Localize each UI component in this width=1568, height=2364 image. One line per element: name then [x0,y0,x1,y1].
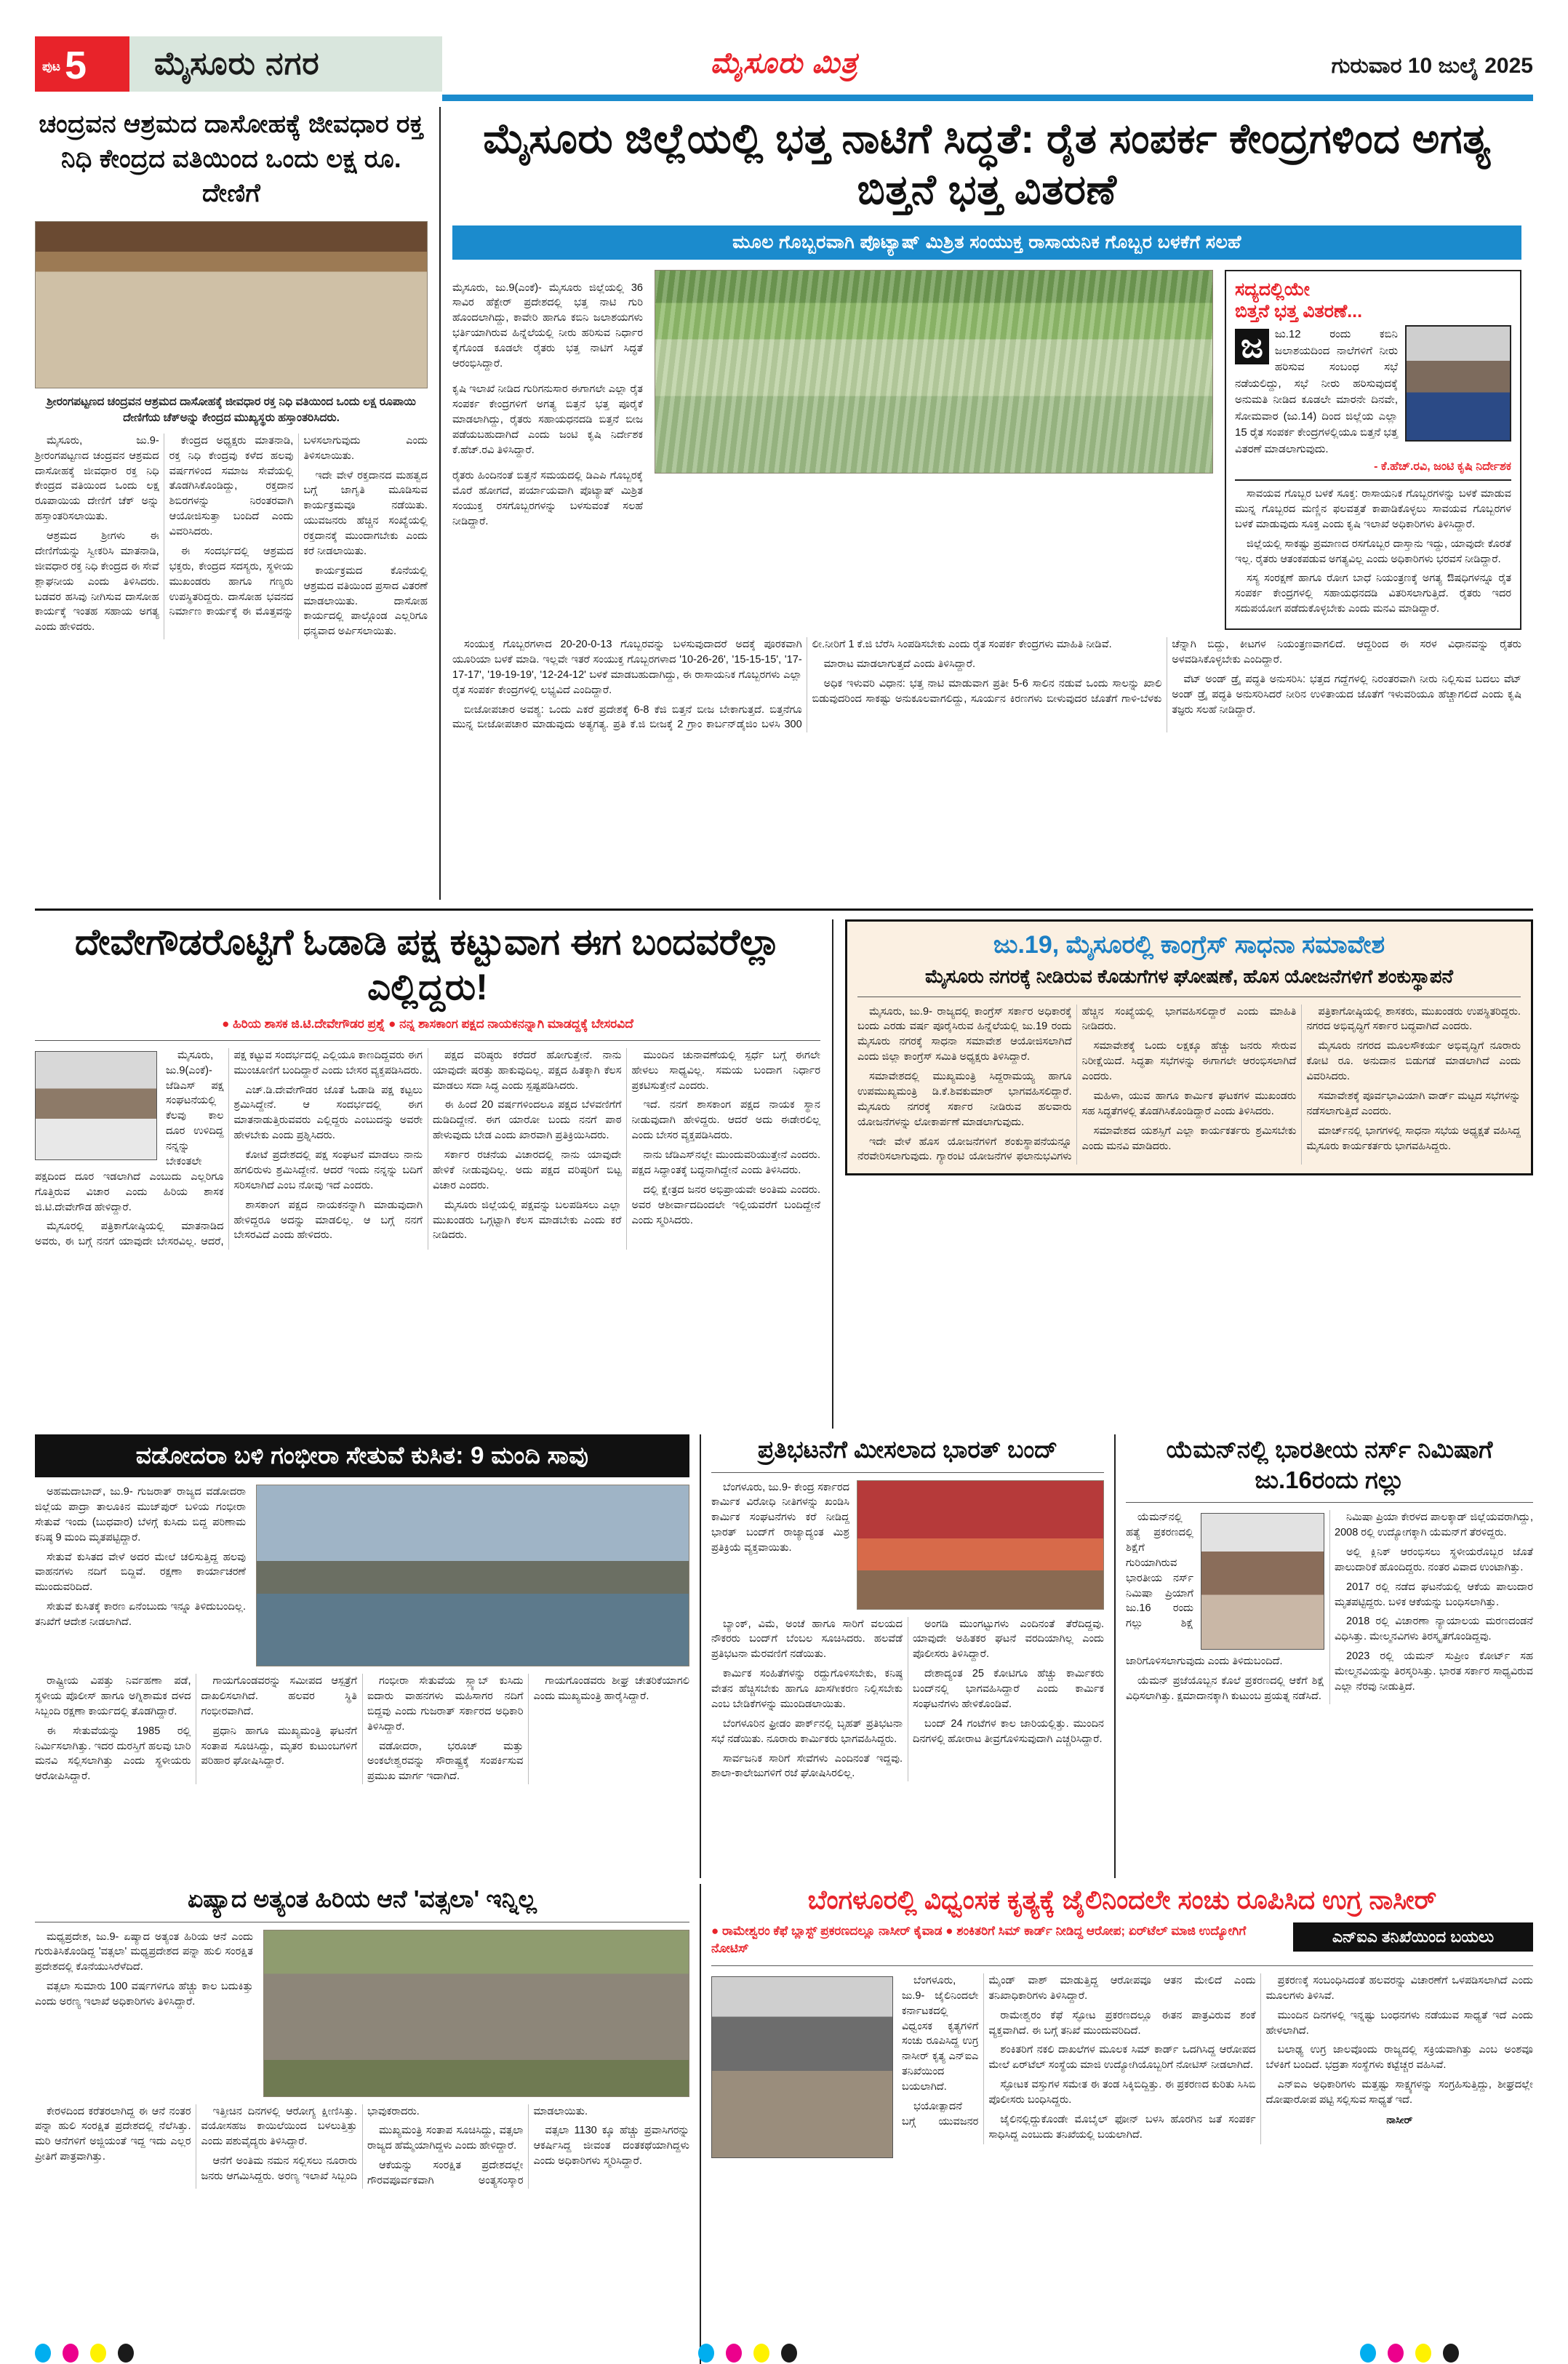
paragraph: ಮೈಸೂರು, ಜು.9(ಎಂಕೆ)- ಮೈಸೂರು ಜಿಲ್ಲೆಯಲ್ಲಿ 36 ಸಾವಿರ ಹೆಕ್ಟೇರ್ ಪ್ರದೇಶದಲ್ಲಿ ಭತ್ತ ನಾಟಿ ಗುರಿ ಹೊಂದಲಾಗಿದ್ದು, ಕಾವೇರಿ ಹಾಗೂ ಕಬಿನಿ ಜಲಾಶಯಗಳು ಭರ್ತಿಯಾಗಿರುವ ಹಿನ್ನೆಲೆಯಲ್ಲಿ ನೀರು ಹರಿಸುವ ನಿರ್ಧಾರ ಕೈಗೊಂಡ ಕೂಡಲೇ ರೈತರು ಭತ್ತ ನಾಟಿಗೆ ಸಿದ್ಧತೆ ಆರಂಭಿಸಿದ್ದಾರೆ. [452,281,643,370]
donation-cheque-photo [35,221,428,388]
donation-headline: ಚಂದ್ರವನ ಆಶ್ರಮದ ದಾಸೋಹಕ್ಕೆ ಜೀವಧಾರ ರಕ್ತ ನಿಧಿ ಕೇಂದ್ರದ ವತಿಯಿಂದ ಒಂದು ಲಕ್ಷ ರೂ. ದೇಣಿಗೆ [39,110,424,208]
devegowda-headline: ದೇವೇಗೌಡರೊಟ್ಟಿಗೆ ಓಡಾಡಿ ಪಕ್ಷ ಕಟ್ಟುವಾಗ ಈಗ ಬಂದವರೆಲ್ಲಾ ಎಲ್ಲಿದ್ದರು! [74,922,781,1007]
devegowda-body [35,1048,820,1250]
paragraph: ವಡೋದರಾ, ಭರೂಚ್ ಮತ್ತು ಅಂಕಲೇಶ್ವರವನ್ನು ಸೌರಾಷ್ಟ್ರಕ್ಕೆ ಸಂಪರ್ಕಿಸುವ ಪ್ರಮುಖ ಮಾರ್ಗ ಇದಾಗಿದೆ. [367,1740,524,1783]
paragraph: ಪಕ್ಷದ ವರಿಷ್ಠರು ಕರೆದರೆ ಹೋಗುತ್ತೇನೆ. ನಾನು ಯಾವುದೇ ಷರತ್ತು ಹಾಕುವುದಿಲ್ಲ. ಪಕ್ಷದ ಹಿತಕ್ಕಾಗಿ ಕೆಲಸ ಮಾಡಲು ಸದಾ ಸಿದ್ಧ ಎಂದು ಸ್ಪಷ್ಟಪಡಿಸಿದರು. [433,1049,622,1092]
paragraph: ಇದೆ. ನನಗೆ ಶಾಸಕಾಂಗ ಪಕ್ಷದ ನಾಯಕ ಸ್ಥಾನ ನೀಡುವುದಾಗಿ ಹೇಳಿದ್ದರು. ಆದರೆ ಅದು ಈಡೇರಲಿಲ್ಲ ಎಂದು ಬೇಸರ ವ್ಯಕ್ತಪಡಿಸಿದರು. [631,1099,820,1142]
donation-body [35,434,428,639]
paragraph: ರಾಮೇಶ್ವರಂ ಕೆಫೆ ಸ್ಫೋಟ ಪ್ರಕರಣದಲ್ಲೂ ಈತನ ಪಾತ್ರವಿರುವ ಶಂಕೆ ವ್ಯಕ್ತವಾಗಿದೆ. ಈ ಬಗ್ಗೆ ತನಿಖೆ ಮುಂದುವರಿದಿದೆ. [988,2009,1256,2037]
paragraph: ದೇಶಾದ್ಯಂತ 25 ಕೋಟಿಗೂ ಹೆಚ್ಚು ಕಾರ್ಮಿಕರು ಬಂದ್‌ನಲ್ಲಿ ಭಾಗವಹಿಸಿದ್ದಾರೆ ಎಂದು ಕಾರ್ಮಿಕ ಸಂಘಟನೆಗಳು ಹೇಳಿಕೊಂಡಿವೆ. [913,1668,1104,1710]
paddy-headline: ಮೈಸೂರು ಜಿಲ್ಲೆಯಲ್ಲಿ ಭತ್ತ ನಾಟಿಗೆ ಸಿದ್ಧತೆ: ರೈತ ಸಂಪರ್ಕ ಕೇಂದ್ರಗಳಿಂದ ಅಗತ್ಯ ಬಿತ್ತನೆ ಭತ್ತ ವಿತರಣೆ [483,116,1491,213]
paragraph: ಮೈಸೂರು ನಗರದ ಮೂಲಸೌಕರ್ಯ ಅಭಿವೃದ್ಧಿಗೆ ನೂರಾರು ಕೋಟಿ ರೂ. ಅನುದಾನ ಬಿಡುಗಡೆ ಮಾಡಲಾಗಿದೆ ಎಂದು ವಿವರಿಸಿದರು. [1306,1040,1521,1083]
page-number-value: 5 [64,44,87,87]
gt-devegowda-mugshot [35,1051,157,1160]
paragraph: ಯೆಮನ್ ಪ್ರಜೆಯೊಬ್ಬನ ಕೊಲೆ ಪ್ರಕರಣದಲ್ಲಿ ಆಕೆಗೆ ಶಿಕ್ಷೆ ವಿಧಿಸಲಾಗಿತ್ತು. ಕ್ಷಮಾದಾನಕ್ಕಾಗಿ ಕುಟುಂಬ ಪ್ರಯತ್ನ ನಡೆಸಿದೆ. [1126,1675,1324,1702]
paragraph-with-subhead: ವೆಟ್ ಅಂಡ್ ಡ್ರೈ ಪದ್ಧತಿ ಅನುಸರಿಸಿ: ಭತ್ತದ ಗದ್ದೆಗಳಲ್ಲಿ ನಿರಂತರವಾಗಿ ನೀರು ನಿಲ್ಲಿಸುವ ಬದಲು ವೆಟ್ ಅಂಡ್ ಡ್ರೈ ಪದ್ಧತಿ ಅನುಸರಿಸಿದರೆ ನೀರಿನ ಉಳಿತಾಯದ ಜೊತೆಗೆ ಇಳುವರಿಯೂ ಹೆಚ್ಚಾಗಲಿದೆ ಎಂದು ಕೃಷಿ ತಜ್ಞರು ಸಲಹೆ ನೀಡಿದ್ದಾರೆ. [1172,673,1521,716]
paragraph: ಬೆಂಗಳೂರು, ಜು.9- ಜೈಲಿನಿಂದಲೇ ಕರ್ನಾಟಕದಲ್ಲಿ ವಿಧ್ವಂಸಕ ಕೃತ್ಯಗಳಿಗೆ ಸಂಚು ರೂಪಿಸಿದ್ದ ಉಗ್ರ ನಾಸೀರ್ ಕೃತ್ಯ ಎನ್‌ಐಎ ತನಿಖೆಯಿಂದ ಬಯಲಾಗಿದೆ. [902,1974,979,2093]
paragraph: ಕಾರ್ಯಕ್ರಮದ ಕೊನೆಯಲ್ಲಿ ಆಶ್ರಮದ ವತಿಯಿಂದ ಪ್ರಸಾದ ವಿತರಣೆ ಮಾಡಲಾಯಿತು. ದಾಸೋಹ ಕಾರ್ಯದಲ್ಲಿ ಪಾಲ್ಗೊಂಡ ಎಲ್ಲರಿಗೂ ಧನ್ಯವಾದ ಅರ್ಪಿಸಲಾಯಿತು. [303,564,428,638]
bandh-col1 [711,1480,849,1610]
sidebar-credit: - ಕೆ.ಹೆಚ್.ರವಿ, ಜಂಟಿ ಕೃಷಿ ನಿರ್ದೇಶಕ [1374,460,1511,474]
paragraph: ದಲ್ಲಿ ಕ್ಷೇತ್ರದ ಜನರ ಅಭಿಪ್ರಾಯವೇ ಅಂತಿಮ ಎಂದರು. ಅವರ ಆಶೀರ್ವಾದದಿಂದಲೇ ಇಲ್ಲಿಯವರೆಗೆ ಬಂದಿದ್ದೇನೆ ಎಂದು ಸ್ಮರಿಸಿದರು. [631,1183,820,1226]
paragraph: ಅಲ್ಲಿ ಕ್ಲಿನಿಕ್ ಆರಂಭಿಸಲು ಸ್ಥಳೀಯರೊಬ್ಬರ ಜೊತೆ ಪಾಲುದಾರಿಕೆ ಹೊಂದಿದ್ದರು. ನಂತರ ವಿವಾದ ಉಂಟಾಗಿತ್ತು. [1335,1546,1533,1573]
page-word-label: ಪುಟ [42,59,60,73]
vatsala-elephant-photo [263,1930,689,2097]
paragraph: ರೈತರು ಹಿಂದಿನಂತೆ ಬಿತ್ತನೆ ಸಮಯದಲ್ಲಿ ಡಿಎಪಿ ಗೊಬ್ಬರಕ್ಕೆ ಮೊರೆ ಹೋಗದೆ, ಪರ್ಯಾಯವಾಗಿ ಪೊಟ್ಯಾಷ್ ಮಿಶ್ರಿತ ಸಂಯುಕ್ತ ರಸಗೊಬ್ಬರಗಳನ್ನು ಬಳಸುವಂತೆ ಸಲಹೆ ನೀಡಿದ್ದಾರೆ. [452,470,643,527]
yemen-headline: ಯೆಮನ್‌ನಲ್ಲಿ ಭಾರತೀಯ ನರ್ಸ್ ನಿಮಿಷಾಗೆ ಜು.16ರಂದು ಗಲ್ಲು [1166,1436,1493,1493]
sidebar-headline-line2: ಬಿತ್ತನೆ ಭತ್ತ ವಿತರಣೆ... [1235,301,1363,322]
paragraph: ಗಂಭೀರಾ ಸೇತುವೆಯ ಸ್ಲ್ಯಾಬ್ ಕುಸಿದು ಐದಾರು ವಾಹನಗಳು ಮಹಿಸಾಗರ ನದಿಗೆ ಬಿದ್ದವು ಎಂದು ಗುಜರಾತ್ ಸರ್ಕಾರದ ಅಧಿಕಾರಿ ತಿಳಿಸಿದ್ದಾರೆ. [367,1675,524,1733]
vadodara-photo-wrap [256,1485,689,1666]
paragraph: ವತ್ಸಲಾ 1130 ಕ್ಕೂ ಹೆಚ್ಚು ಪ್ರವಾಸಿಗರನ್ನು ಆಕರ್ಷಿಸಿದ್ದ ಜೀವಂತ ದಂತಕಥೆಯಾಗಿದ್ದಳು ಎಂದು ಅಧಿಕಾರಿಗಳು ಸ್ಮರಿಸಿದ್ದಾರೆ. [533,2125,689,2168]
yemen-rule [1126,1502,1533,1503]
paragraph: ಕೇರಳದಿಂದ ಕರೆತರಲಾಗಿದ್ದ ಈ ಆನೆ ನಂತರ ಪನ್ನಾ ಹುಲಿ ಸಂರಕ್ಷಿತ ಪ್ರದೇಶದಲ್ಲಿ ನೆಲೆಸಿತ್ತು. ಮರಿ ಆನೆಗಳಿಗೆ ಅಜ್ಜಿಯಂತೆ ಇದ್ದ ಇದು ಎಲ್ಲರ ಪ್ರೀತಿಗೆ ಪಾತ್ರವಾಗಿತ್ತು. [35,2105,191,2163]
reg-dot-2 [753,2344,769,2363]
nasir-suspect-photo [711,1976,893,2158]
reg-dot-0 [35,2344,51,2363]
paragraph: ಬೆಂಗಳೂರಿನ ಫ್ರೀಡಂ ಪಾರ್ಕ್‌ನಲ್ಲಿ ಬೃಹತ್ ಪ್ರತಿಭಟನಾ ಸಭೆ ನಡೆಯಿತು. ನೂರಾರು ಕಾರ್ಮಿಕರು ಭಾಗವಹಿಸಿದ್ದರು. [711,1717,903,1745]
paddy-sidebar-box [1225,270,1521,630]
paddy-photo-wrap [655,270,1213,630]
paragraph: ಮೈಸೂರು ಜಿಲ್ಲೆಯಲ್ಲಿ ಪಕ್ಷವನ್ನು ಬಲಪಡಿಸಲು ಎಲ್ಲಾ ಮುಖಂಡರು ಒಗ್ಗಟ್ಟಾಗಿ ಕೆಲಸ ಮಾಡಬೇಕು ಎಂದು ಕರೆ ನೀಡಿದರು. [433,1199,622,1242]
sidebar-divider [1235,479,1511,481]
elephant-col1 [35,1930,253,2097]
paragraph: ಮೈಸೂರು, ಜು.9- ರಾಜ್ಯದಲ್ಲಿ ಕಾಂಗ್ರೆಸ್ ಸರ್ಕಾರ ಅಧಿಕಾರಕ್ಕೆ ಬಂದು ಎರಡು ವರ್ಷ ಪೂರೈಸಿರುವ ಹಿನ್ನೆಲೆಯಲ್ಲಿ ಜು.19 ರಂದು ಮೈಸೂರು ನಗರಕ್ಕೆ ಸಾಧನಾ ಸಮಾವೇಶ ಆಯೋಜಿಸಲಾಗಿದೆ ಎಂದು ಜಿಲ್ಲಾ ಕಾಂಗ್ರೆಸ್ ಸಮಿತಿ ಅಧ್ಯಕ್ಷರು ತಿಳಿಸಿದ್ದಾರೆ. [857,1005,1072,1063]
paddy-kicker: ಮೂಲ ಗೊಬ್ಬರವಾಗಿ ಪೊಟ್ಯಾಷ್ ಮಿಶ್ರಿತ ಸಂಯುಕ್ತ ರಾಸಾಯನಿಕ ಗೊಬ್ಬರ ಬಳಕೆಗೆ ಸಲಹೆ [452,225,1521,260]
paddy-lower-body [452,637,1521,732]
paddy-top-row [452,270,1521,630]
sidebar-after-body [1235,487,1511,617]
paragraph: ಈ ಸೇತುವೆಯನ್ನು 1985 ರಲ್ಲಿ ನಿರ್ಮಿಸಲಾಗಿತ್ತು. ಇದರ ದುರಸ್ತಿಗೆ ಹಲವು ಬಾರಿ ಮನವಿ ಸಲ್ಲಿಸಲಾಗಿತ್ತು ಎಂದು ಸ್ಥಳೀಯರು ಆರೋಪಿಸಿದ್ದಾರೆ. [35,1725,191,1783]
paragraph: 2017 ರಲ್ಲಿ ನಡೆದ ಘಟನೆಯಲ್ಲಿ ಆಕೆಯ ಪಾಲುದಾರ ಮೃತಪಟ್ಟಿದ್ದರು. ಬಳಿಕ ಆಕೆಯನ್ನು ಬಂಧಿಸಲಾಗಿತ್ತು. [1335,1581,1533,1608]
paragraph: ಪತ್ರಿಕಾಗೋಷ್ಠಿಯಲ್ಲಿ ಶಾಸಕರು, ಮುಖಂಡರು ಉಪಸ್ಥಿತರಿದ್ದರು. ನಗರದ ಅಭಿವೃದ್ಧಿಗೆ ಸರ್ಕಾರ ಬದ್ಧವಾಗಿದೆ ಎಂದರು. [1306,1005,1521,1033]
paragraph: ಮಾರ್ಚ್‌ನಲ್ಲಿ ಭಾಗಗಳಲ್ಲಿ ಸಾಧನಾ ಸಭೆಯ ಅಧ್ಯಕ್ಷತೆ ವಹಿಸಿದ್ದ ಮೈಸೂರು ಕಾರ್ಯಕರ್ತರು ಭಾಗವಹಿಸಿದ್ದರು. [1306,1125,1521,1152]
reg-dot-3 [118,2344,134,2363]
paragraph: ಜೈಲಿನಲ್ಲಿದ್ದುಕೊಂಡೇ ಮೊಬೈಲ್ ಫೋನ್ ಬಳಸಿ ಹೊರಗಿನ ಜತೆ ಸಂಪರ್ಕ ಸಾಧಿಸಿದ್ದ ಎಂಬುದು ತನಿಖೆಯಲ್ಲಿ ಬಯಲಾಗಿದೆ. [988,2113,1256,2141]
reg-dot-3 [781,2344,797,2363]
band1-divider [35,909,1533,911]
paragraph: ಸ್ಫೋಟಕ ವಸ್ತುಗಳ ಸಮೇತ ಈ ತಂಡ ಸಿಕ್ಕಿಬಿದ್ದಿತ್ತು. ಈ ಪ್ರಕರಣದ ಕುರಿತು ಸಿಸಿಬಿ ಪೊಲೀಸರು ಬಂಧಿಸಿದ್ದರು. [988,2079,1256,2107]
page-flag [35,36,442,92]
devegowda-bullets: ● ಹಿರಿಯ ಶಾಸಕ ಜಿ.ಟಿ.ದೇವೇಗೌಡರ ಪ್ರಶ್ನೆ ● ನನ್ನ ಶಾಸಕಾಂಗ ಪಕ್ಷದ ನಾಯಕನನ್ನಾಗಿ ಮಾಡದ್ದಕ್ಕೆ ಬೇಸರವಿದೆ [222,1017,633,1031]
vadodara-lower-body [35,1674,689,1784]
paragraph: ಭಯೋತ್ಪಾದನೆ ಬಗ್ಗೆ ಯುವಜನರ ಮೈಂಡ್ ವಾಶ್ ಮಾಡುತ್ತಿದ್ದ ಆರೋಪವೂ ಆತನ ಮೇಲಿದೆ ಎಂದು ತನಿಖಾಧಿಕಾರಿಗಳು ತಿಳಿಸಿದ್ದಾರೆ. [902,1974,1256,2128]
nasir-photo-caption: ನಾಸೀರ್ [1386,2113,1413,2125]
reg-dot-1 [726,2344,742,2363]
paragraph: ಬ್ಯಾಂಕ್, ವಿಮೆ, ಅಂಚೆ ಹಾಗೂ ಸಾರಿಗೆ ವಲಯದ ನೌಕರರು ಬಂದ್‌ಗೆ ಬೆಂಬಲ ಸೂಚಿಸಿದರು. ಹಲವೆಡೆ ಪ್ರತಿಭಟನಾ ಮೆರವಣಿಗೆ ನಡೆಯಿತು. [711,1618,903,1661]
elephant-body [35,2104,689,2189]
paragraph: ಸೇತುವೆ ಕುಸಿತದ ವೇಳೆ ಅದರ ಮೇಲೆ ಚಲಿಸುತ್ತಿದ್ದ ಹಲವು ವಾಹನಗಳು ನದಿಗೆ ಬಿದ್ದಿವೆ. ರಕ್ಷಣಾ ಕಾರ್ಯಾಚರಣೆ ಮುಂದುವರಿದಿದೆ. [35,1551,246,1594]
paragraph: ಯೆಮನ್‌ನಲ್ಲಿ ಹತ್ಯೆ ಪ್ರಕರಣದಲ್ಲಿ ಶಿಕ್ಷೆಗೆ ಗುರಿಯಾಗಿರುವ ಭಾರತೀಯ ನರ್ಸ್ ನಿಮಿಷಾ ಪ್ರಿಯಾಗೆ ಜು.16 ರಂದು ಗಲ್ಲು ಶಿಕ್ಷೆ ಜಾರಿಗೊಳಿಸಲಾಗುವುದು ಎಂದು ತಿಳಿದುಬಂದಿದೆ. [1126,1512,1283,1668]
congress-body [857,1005,1521,1165]
publication-logo: ಮೈಸೂರು ಮಿತ್ರ [710,47,858,79]
bandh-body [711,1617,1104,1782]
fourth-band [35,1884,1533,2364]
section-title: ಮೈಸೂರು ನಗರ [154,46,320,81]
yemen-body [1126,1510,1533,1704]
paragraph-with-subhead: ಅಧಿಕ ಇಳುವರಿ ವಿಧಾನ: ಭತ್ತ ನಾಟಿ ಮಾಡುವಾಗ ಪ್ರತೀ 5-6 ಸಾಲಿನ ನಡುವೆ ಒಂದು ಸಾಲನ್ನು ಖಾಲಿ ಬಿಡುವುದರಿಂದ ಸಾಕಷ್ಟು ಅನುಕೂಲವಾಗಲಿದ್ದು, ಸೂರ್ಯನ ಕಿರಣಗಳು ಬೀಳುವುದರ ಜೊತೆಗೆ ಗಾಳಿ-ಬೆಳಕು ಚೆನ್ನಾಗಿ ಬಿದ್ದು, ಕೀಟಗಳ ನಿಯಂತ್ರಣವಾಗಲಿದೆ. ಆದ್ದರಿಂದ ಈ ಸರಳ ವಿಧಾನವನ್ನು ರೈತರು ಅಳವಡಿಸಿಕೊಳ್ಳಬೇಕು ಎಂದಿದ್ದಾರೆ. [812,639,1521,705]
paragraph: ಬೀಜೋಪಚಾರ ಅವಶ್ಯ: ಒಂದು ಎಕರೆ ಪ್ರದೇಶಕ್ಕೆ 6-8 ಕೆಜಿ ಬಿತ್ತನೆ ಬೀಜ ಬೇಕಾಗುತ್ತದೆ. ಬಿತ್ತನೆಗೂ ಮುನ್ನ ಬೀಜೋಪಚಾರ ಮಾಡುವುದು ಅತ್ಯಗತ್ಯ. ಪ್ರತಿ ಕೆ.ಜಿ ಬೀಜಕ್ಕೆ 2 ಗ್ರಾಂ ಕಾರ್ಬನ್‌ಡೈಜಿಂ ಬಳಸಿ 300 ಲೀ.ನೀರಿಗೆ 1 ಕೆ.ಜಿ ಬೆರೆಸಿ ಸಿಂಪಡಿಸಬೇಕು ಎಂದು ರೈತ ಸಂಪರ್ಕ ಕೇಂದ್ರಗಳು ಮಾಹಿತಿ ನೀಡಿವೆ. [452,639,1112,731]
paragraph: ಈ ಸಂದರ್ಭದಲ್ಲಿ ಆಶ್ರಮದ ಭಕ್ತರು, ಕೇಂದ್ರದ ಸದಸ್ಯರು, ಸ್ಥಳೀಯ ಮುಖಂಡರು ಹಾಗೂ ಗಣ್ಯರು ಉಪಸ್ಥಿತರಿದ್ದರು. ದಾಸೋಹ ಭವನದ ನಿರ್ಮಾಣ ಕಾರ್ಯಕ್ಕೆ ಈ ಮೊತ್ತವನ್ನು ಬಳಸಲಾಗುವುದು ಎಂದು ತಿಳಿಸಲಾಯಿತು. [169,434,428,618]
vadodara-content [35,1485,689,1666]
paragraph: ಕೃಷಿ ಇಲಾಖೆ ನೀಡಿದ ಗುರಿಗನುಸಾರ ಈಗಾಗಲೇ ಎಲ್ಲಾ ರೈತ ಸಂಪರ್ಕ ಕೇಂದ್ರಗಳಿಗೆ ಅಗತ್ಯ ಬಿತ್ತನೆ ಭತ್ತ ಪೂರೈಕೆ ಮಾಡಲಾಗಿದ್ದು, ರೈತರು ಸಹಾಯಧನದಡಿ ಬಿತ್ತನೆ ಬೀಜ ಪಡೆಯಬಹುದಾಗಿದೆ ಎಂದು ಜಂಟಿ ಕೃಷಿ ನಿರ್ದೇಶಕ ಕೆ.ಹೆಚ್.ರವಿ ತಿಳಿಸಿದ್ದಾರೆ. [452,383,643,456]
paragraph: ಪ್ರಧಾನಿ ಹಾಗೂ ಮುಖ್ಯಮಂತ್ರಿ ಘಟನೆಗೆ ಸಂತಾಪ ಸೂಚಿಸಿದ್ದು, ಮೃತರ ಕುಟುಂಬಗಳಿಗೆ ಪರಿಹಾರ ಘೋಷಿಸಿದ್ದಾರೆ. [201,1725,357,1768]
paragraph: ಮಹಿಳಾ, ಯುವ ಹಾಗೂ ಕಾರ್ಮಿಕ ಘಟಕಗಳ ಮುಖಂಡರು ಸಹ ಸಿದ್ಧತೆಗಳಲ್ಲಿ ತೊಡಗಿಸಿಕೊಂಡಿದ್ದಾರೆ ಎಂದು ತಿಳಿಸಿದರು. [1081,1090,1297,1117]
nimisha-priya-portrait [1201,1513,1324,1650]
paragraph: ಸಮಾವೇಶಕ್ಕೆ ಪೂರ್ವಭಾವಿಯಾಗಿ ವಾರ್ಡ್ ಮಟ್ಟದ ಸಭೆಗಳನ್ನು ನಡೆಸಲಾಗುತ್ತಿದೆ ಎಂದರು. [1306,1090,1521,1117]
congress-meet-article [833,919,1533,1429]
sidebar-headline-line1: ಸದ್ಯದಲ್ಲಿಯೇ [1235,279,1310,300]
masthead-rule [442,95,1533,101]
reg-group-left [35,2344,134,2363]
paragraph: ಗಾಯಗೊಂಡವರನ್ನು ಸಮೀಪದ ಆಸ್ಪತ್ರೆಗೆ ದಾಖಲಿಸಲಾಗಿದೆ. ಹಲವರ ಸ್ಥಿತಿ ಗಂಭೀರವಾಗಿದೆ. [201,1675,357,1717]
paragraph: ಕಾರ್ಮಿಕ ಸಂಹಿತೆಗಳನ್ನು ರದ್ದುಗೊಳಿಸಬೇಕು, ಕನಿಷ್ಠ ವೇತನ ಹೆಚ್ಚಿಸಬೇಕು ಹಾಗೂ ಖಾಸಗೀಕರಣ ನಿಲ್ಲಿಸಬೇಕು ಎಂಬ ಬೇಡಿಕೆಗಳನ್ನು ಮುಂದಿಡಲಾಯಿತು. [711,1668,903,1710]
paragraph: ವತ್ಸಲಾ ಸುಮಾರು 100 ವರ್ಷಗಳಿಗೂ ಹೆಚ್ಚು ಕಾಲ ಬದುಕಿತ್ತು ಎಂದು ಅರಣ್ಯ ಇಲಾಖೆ ಅಧಿಕಾರಿಗಳು ತಿಳಿಸಿದ್ದಾರೆ. [35,1981,253,2008]
paragraph: ಅಹಮದಾಬಾದ್, ಜು.9- ಗುಜರಾತ್ ರಾಜ್ಯದ ವಡೋದರಾ ಜಿಲ್ಲೆಯ ಪಾದ್ರಾ ತಾಲೂಕಿನ ಮುಜ್‌ಪುರ್ ಬಳಿಯ ಗಂಭೀರಾ ಸೇತುವೆ ಇಂದು (ಬುಧವಾರ) ಬೆಳಗ್ಗೆ ಕುಸಿದು ಬಿದ್ದ ಪರಿಣಾಮ ಕನಿಷ್ಠ 9 ಮಂದಿ ಮೃತಪಟ್ಟಿದ್ದಾರೆ. [35,1486,246,1544]
bandh-rule [711,1472,1104,1473]
reg-dot-1 [63,2344,79,2363]
vadodara-headline: ವಡೋದರಾ ಬಳಿ ಗಂಭೀರಾ ಸೇತುವೆ ಕುಸಿತ: 9 ಮಂದಿ ಸಾವು [35,1434,689,1477]
elephant-article [35,1884,701,2364]
paragraph: ಆನೆಗೆ ಅಂತಿಮ ನಮನ ಸಲ್ಲಿಸಲು ನೂರಾರು ಜನರು ಆಗಮಿಸಿದ್ದರು. ಅರಣ್ಯ ಇಲಾಖೆ ಸಿಬ್ಬಂದಿ ಭಾವುಕರಾದರು. [201,2105,420,2183]
paddy-transplanting-photo [655,270,1213,474]
paragraph: ರಾಷ್ಟ್ರೀಯ ವಿಪತ್ತು ನಿರ್ವಹಣಾ ಪಡೆ, ಸ್ಥಳೀಯ ಪೊಲೀಸ್ ಹಾಗೂ ಅಗ್ನಿಶಾಮಕ ದಳದ ಸಿಬ್ಬಂದಿ ರಕ್ಷಣಾ ಕಾರ್ಯದಲ್ಲಿ ತೊಡಗಿದ್ದಾರೆ. [35,1675,191,1717]
paragraph: ಮುಖ್ಯಮಂತ್ರಿ ಸಂತಾಪ ಸೂಚಿಸಿದ್ದು, ವತ್ಸಲಾ ರಾಜ್ಯದ ಹೆಮ್ಮೆಯಾಗಿದ್ದಳು ಎಂದು ಹೇಳಿದ್ದಾರೆ. [367,2125,524,2152]
paragraph: ಮೈಸೂರಲ್ಲಿ ಪತ್ರಿಕಾಗೋಷ್ಠಿಯಲ್ಲಿ ಮಾತನಾಡಿದ ಅವರು, ಈ ಬಗ್ಗೆ ನನಗೆ ಯಾವುದೇ ಬೇಸರವಿಲ್ಲ. ಆದರೆ, ಪಕ್ಷ ಕಟ್ಟುವ ಸಂದರ್ಭದಲ್ಲಿ ಎಲ್ಲಿಯೂ ಕಾಣದಿದ್ದವರು ಈಗ ಮುಂಚೂಣಿಗೆ ಬಂದಿದ್ದಾರೆ ಎಂದು ಬೇಸರ ವ್ಯಕ್ತಪಡಿಸಿದರು. [35,1049,423,1248]
kh-ravi-portrait [1405,325,1511,442]
donation-article [35,107,441,900]
paragraph: ಮುಂದಿನ ದಿನಗಳಲ್ಲಿ ಇನ್ನಷ್ಟು ಬಂಧನಗಳು ನಡೆಯುವ ಸಾಧ್ಯತೆ ಇದೆ ಎಂದು ಹೇಳಲಾಗಿದೆ. [1265,2009,1533,2037]
reg-dot-2 [1415,2344,1431,2363]
paragraph: ಆಕೆಯನ್ನು ಸಂರಕ್ಷಿತ ಪ್ರದೇಶದಲ್ಲೇ ಗೌರವಪೂರ್ವಕವಾಗಿ ಅಂತ್ಯಸಂಸ್ಕಾರ ಮಾಡಲಾಯಿತು. [367,2105,588,2187]
reg-dot-0 [698,2344,714,2363]
third-band [35,1434,1533,1878]
paragraph: ಬೆಂಗಳೂರು, ಜು.9- ಕೇಂದ್ರ ಸರ್ಕಾರದ ಕಾರ್ಮಿಕ ವಿರೋಧಿ ನೀತಿಗಳನ್ನು ಖಂಡಿಸಿ ಕಾರ್ಮಿಕ ಸಂಘಟನೆಗಳು ಕರೆ ನೀಡಿದ್ದ ಭಾರತ್ ಬಂದ್‌ಗೆ ರಾಜ್ಯಾದ್ಯಂತ ಮಿಶ್ರ ಪ್ರತಿಕ್ರಿಯೆ ವ್ಯಕ್ತವಾಯಿತು. [711,1481,849,1554]
paragraph: ಸಮಾವೇಶಕ್ಕೆ ಒಂದು ಲಕ್ಷಕ್ಕೂ ಹೆಚ್ಚು ಜನರು ಸೇರುವ ನಿರೀಕ್ಷೆಯಿದೆ. ಸಿದ್ಧತಾ ಸಭೆಗಳನ್ನು ಈಗಾಗಲೇ ಆರಂಭಿಸಲಾಗಿದೆ ಎಂದರು. [1081,1040,1297,1083]
paddy-article [441,107,1533,900]
devegowda-rule [35,1040,820,1041]
sidebar-paragraph-text: ಜು.12 ರಂದು ಕಬಿನಿ ಜಲಾಶಯದಿಂದ ನಾಲೆಗಳಿಗೆ ನೀರು ಹರಿಸುವ ಸಂಬಂಧ ಸಭೆ ನಡೆಯಲಿದ್ದು, ಸಭೆ ನೀರು ಹರಿಸುವುದಕ್ಕೆ ಅನುಮತಿ ನೀಡಿದ ಕೂಡಲೇ ಮಾರನೇ ದಿನವೇ, ಸೋಮವಾರ (ಜು.14) ದಿಂದ ಜಿಲ್ಲೆಯ ಎಲ್ಲಾ 15 ರೈತ ಸಂಪರ್ಕ ಕೇಂದ್ರಗಳಲ್ಲಿಯೂ ಬಿತ್ತನೆ ಭತ್ತ ವಿತರಣೆ ಮಾಡಲಾಗುವುದು. [1235,328,1398,455]
paragraph: ಮೈಸೂರು, ಜು.9- ಶ್ರೀರಂಗಪಟ್ಟಣದ ಚಂದ್ರವನ ಆಶ್ರಮದ ದಾಸೋಹಕ್ಕೆ ಜೀವಧಾರ ರಕ್ತ ನಿಧಿ ಕೇಂದ್ರದ ವತಿಯಿಂದ ಒಂದು ಲಕ್ಷ ರೂಪಾಯಿಯ ದೇಣಿಗೆ ಚೆಕ್ ಅನ್ನು ಹಸ್ತಾಂತರಿಸಲಾಯಿತು. [35,434,159,523]
nasir-body [711,1973,1533,2144]
paragraph: ಸಂಯುಕ್ತ ಗೊಬ್ಬರಗಳಾದ 20-20-0-13 ಗೊಬ್ಬರವನ್ನು ಬಳಸುವುದಾದರೆ ಅದಕ್ಕೆ ಪೂರಕವಾಗಿ ಯೂರಿಯಾ ಬಳಕೆ ಮಾಡಿ. ಇಲ್ಲವೇ ಇತರೆ ಸಂಯುಕ್ತ ಗೊಬ್ಬರಗಳಾದ '10-26-26', '15-15-15', '17-17-17', '19-19-19', '12-24-12' ಬಳಕೆ ಮಾಡಬಹುದಾಗಿದ್ದು, ಈ ರಾಸಾಯನಿಕ ಗೊಬ್ಬರಗಳು ಎಲ್ಲಾ ರೈತ ಸಂಪರ್ಕ ಕೇಂದ್ರಗಳಲ್ಲಿ ಲಭ್ಯವಿದೆ ಎಂದಿದ್ದಾರೆ. [452,639,802,696]
reg-group-right [1360,2344,1459,2363]
paragraph: ಎನ್‌ಐಎ ಅಧಿಕಾರಿಗಳು ಮತ್ತಷ್ಟು ಸಾಕ್ಷ್ಯಗಳನ್ನು ಸಂಗ್ರಹಿಸುತ್ತಿದ್ದು, ಶೀಘ್ರದಲ್ಲೇ ದೋಷಾರೋಪ ಪಟ್ಟಿ ಸಲ್ಲಿಸುವ ಸಾಧ್ಯತೆ ಇದೆ. [1265,2079,1533,2107]
nasir-headline: ಬೆಂಗಳೂರಲ್ಲಿ ವಿಧ್ವಂಸಕ ಕೃತ್ಯಕ್ಕೆ ಜೈಲಿನಿಂದಲೇ ಸಂಚು ರೂಪಿಸಿದ ಉಗ್ರ ನಾಸೀರ್ [807,1885,1437,1914]
paragraph: ಶಂಕಿತರಿಗೆ ನಕಲಿ ದಾಖಲೆಗಳ ಮೂಲಕ ಸಿಮ್ ಕಾರ್ಡ್ ಒದಗಿಸಿದ್ದ ಆರೋಪದ ಮೇಲೆ ಏರ್‌ಟೆಲ್ ಸಂಸ್ಥೆಯ ಮಾಜಿ ಉದ್ಯೋಗಿಯೊಬ್ಬರಿಗೆ ನೋಟಿಸ್ ನೀಡಲಾಗಿದೆ. [988,2044,1256,2072]
paragraph: 2018 ರಲ್ಲಿ ವಿಚಾರಣಾ ನ್ಯಾಯಾಲಯ ಮರಣದಂಡನೆ ವಿಧಿಸಿತ್ತು. ಮೇಲ್ಮನವಿಗಳು ತಿರಸ್ಕೃತಗೊಂಡಿದ್ದವು. [1335,1616,1533,1643]
paragraph: ಸಾರ್ವಜನಿಕ ಸಾರಿಗೆ ಸೇವೆಗಳು ಎಂದಿನಂತೆ ಇದ್ದವು. ಶಾಲಾ-ಕಾಲೇಜುಗಳಿಗೆ ರಜೆ ಘೋಷಿಸಿರಲಿಲ್ಲ. [711,1752,903,1780]
elephant-top-row [35,1930,689,2097]
congress-headline: ಜು.19, ಮೈಸೂರಲ್ಲಿ ಕಾಂಗ್ರೆಸ್ ಸಾಧನಾ ಸಮಾವೇಶ [993,931,1385,959]
paragraph: ನಾನು ಜೆಡಿಎಸ್‌ನಲ್ಲೇ ಮುಂದುವರಿಯುತ್ತೇನೆ ಎಂದರು. ಪಕ್ಷದ ಸಿದ್ಧಾಂತಕ್ಕೆ ಬದ್ಧನಾಗಿದ್ದೇನೆ ಎಂದು ತಿಳಿಸಿದರು. [631,1149,820,1176]
reg-dot-0 [1360,2344,1376,2363]
vadodara-article [35,1434,701,1878]
paragraph: ಕೋಟೆ ಪ್ರದೇಶದಲ್ಲಿ ಪಕ್ಷ ಸಂಘಟನೆ ಮಾಡಲು ನಾನು ಹಗಲಿರುಳು ಶ್ರಮಿಸಿದ್ದೇನೆ. ಆದರೆ ಇಂದು ನನ್ನನ್ನು ಬದಿಗೆ ಸರಿಸಲಾಗಿದೆ ಎಂಬ ನೋವು ಇದೆ ಎಂದರು. [233,1149,423,1191]
bandh-photo-wrap [857,1480,1104,1610]
paragraph: ಸಾವಯವ ಗೊಬ್ಬರ ಬಳಕೆ ಸೂಕ್ತ: ರಾಸಾಯನಿಕ ಗೊಬ್ಬರಗಳನ್ನು ಬಳಕೆ ಮಾಡುವ ಮುನ್ನ ಗೊಬ್ಬರದ ಮಣ್ಣಿನ ಫಲವತ್ತತೆ ಕಾಪಾಡಿಕೊಳ್ಳಲು ಸಾವಯವ ಗೊಬ್ಬರಗಳ ಬಳಕೆ ಮಾಡುವುದು ಸೂಕ್ತ ಎಂದು ಕೃಷಿ ಇಲಾಖೆ ಅಧಿಕಾರಿಗಳು ತಿಳಿಸಿದ್ದಾರೆ. [1235,488,1511,530]
nasir-tag: ಎನ್‌ಐಎ ತನಿಖೆಯಿಂದ ಬಯಲು [1293,1922,1533,1952]
paragraph: ಜಿಲ್ಲೆಯಲ್ಲಿ ಸಾಕಷ್ಟು ಪ್ರಮಾಣದ ರಸಗೊಬ್ಬರ ದಾಸ್ತಾನು ಇದ್ದು, ಯಾವುದೇ ಕೊರತೆ ಇಲ್ಲ. ರೈತರು ಆತಂಕಪಡುವ ಅಗತ್ಯವಿಲ್ಲ ಎಂದು ಅಧಿಕಾರಿಗಳು ಭರವಸೆ ನೀಡಿದ್ದಾರೆ. [1235,538,1511,565]
paragraph: ಮಧ್ಯಪ್ರದೇಶ, ಜು.9- ಏಷ್ಯಾದ ಅತ್ಯಂತ ಹಿರಿಯ ಆನೆ ಎಂದು ಗುರುತಿಸಿಕೊಂಡಿದ್ದ 'ವತ್ಸಲಾ' ಮಧ್ಯಪ್ರದೇಶದ ಪನ್ನಾ ಹುಲಿ ಸಂರಕ್ಷಿತ ಪ್ರದೇಶದಲ್ಲಿ ಕೊನೆಯುಸಿರೆಳೆದಿದೆ. [35,1930,253,1973]
paragraph: ಪ್ರಕರಣಕ್ಕೆ ಸಂಬಂಧಿಸಿದಂತೆ ಹಲವರನ್ನು ವಿಚಾರಣೆಗೆ ಒಳಪಡಿಸಲಾಗಿದೆ ಎಂದು ಮೂಲಗಳು ತಿಳಿಸಿವೆ. [1265,1974,1533,2002]
paragraph: ಆಶ್ರಮದ ಶ್ರೀಗಳು ಈ ದೇಣಿಗೆಯನ್ನು ಸ್ವೀಕರಿಸಿ ಮಾತನಾಡಿ, ಜೀವಧಾರ ರಕ್ತ ನಿಧಿ ಕೇಂದ್ರದ ಈ ಸೇವೆ ಶ್ಲಾಘನೀಯ ಎಂದು ತಿಳಿಸಿದರು. ಬಡವರ ಹಸಿವು ನೀಗಿಸುವ ದಾಸೋಹ ಕಾರ್ಯಕ್ಕೆ ಇಂತಹ ಸಹಾಯ ಅಗತ್ಯ ಎಂದು ಹೇಳಿದರು. [35,530,159,634]
paragraph: ಮಾರಾಟ ಮಾಡಲಾಗುತ್ತದೆ ಎಂದು ತಿಳಿಸಿದ್ದಾರೆ. [823,658,975,670]
paragraph: ಶಾಸಕಾಂಗ ಪಕ್ಷದ ನಾಯಕನನ್ನಾಗಿ ಮಾಡುವುದಾಗಿ ಹೇಳಿದ್ದರೂ ಅದನ್ನು ಮಾಡಲಿಲ್ಲ. ಆ ಬಗ್ಗೆ ನನಗೆ ಬೇಸರವಿದೆ ಎಂದು ಹೇಳಿದರು. [233,1199,423,1242]
paragraph: ಮೈಸೂರು, ಜು.9(ಎಂಕೆ)- ಜೆಡಿಎಸ್ ಪಕ್ಷ ಸಂಘಟನೆಯಲ್ಲಿ ಕೆಲವು ಕಾಲ ದೂರ ಉಳಿದಿದ್ದ ನನ್ನನ್ನು ಬೇಕಂತಲೇ ಪಕ್ಷದಿಂದ ದೂರ ಇಡಲಾಗಿದೆ ಎಂಬುದು ಎಲ್ಲರಿಗೂ ಗೊತ್ತಿರುವ ವಿಚಾರ ಎಂದು ಹಿರಿಯ ಶಾಸಕ ಜಿ.ಟಿ.ದೇವೇಗೌಡ ಹೇಳಿದ್ದಾರೆ. [35,1049,224,1213]
elephant-photo-wrap [263,1930,689,2097]
paragraph: ಇತ್ತೀಚಿನ ದಿನಗಳಲ್ಲಿ ಆರೋಗ್ಯ ಕ್ಷೀಣಿಸಿತ್ತು. ವಯೋಸಹಜ ಕಾಯಿಲೆಯಿಂದ ಬಳಲುತ್ತಿತ್ತು ಎಂದು ಪಶುವೈದ್ಯರು ತಿಳಿಸಿದ್ದಾರೆ. [201,2105,357,2148]
paragraph: ಸಸ್ಯ ಸಂರಕ್ಷಣೆ ಹಾಗೂ ರೋಗ ಬಾಧೆ ನಿಯಂತ್ರಣಕ್ಕೆ ಅಗತ್ಯ ಔಷಧಿಗಳನ್ನೂ ರೈತ ಸಂಪರ್ಕ ಕೇಂದ್ರಗಳಲ್ಲಿ ಸಹಾಯಧನದಡಿ ವಿತರಿಸಲಾಗುತ್ತಿದೆ. ರೈತರು ಇದರ ಸದುಪಯೋಗ ಪಡೆದುಕೊಳ್ಳಬೇಕು ಎಂದು ಮನವಿ ಮಾಡಿದ್ದಾರೆ. [1235,572,1511,615]
paragraph: ಬಂದ್ 24 ಗಂಟೆಗಳ ಕಾಲ ಜಾರಿಯಲ್ಲಿತ್ತು. ಮುಂದಿನ ದಿನಗಳಲ್ಲಿ ಹೋರಾಟ ತೀವ್ರಗೊಳಿಸುವುದಾಗಿ ಎಚ್ಚರಿಸಿದ್ದಾರೆ. [913,1717,1104,1745]
nasir-tag-wrap [1293,1922,1533,1958]
nasir-bullets: ● ರಾಮೇಶ್ವರಂ ಕೆಫೆ ಬ್ಲಾಸ್ಟ್ ಪ್ರಕರಣದಲ್ಲೂ ನಾಸೀರ್ ಕೈವಾಡ ● ಶಂಕಿತರಿಗೆ ಸಿಮ್ ಕಾರ್ಡ್ ನೀಡಿದ್ದ ಆರೋಪ; ಏರ್‌ಟೆಲ್ ಮಾಜಿ ಉದ್ಯೋಗಿಗೆ ನೋಟಿಸ್ [711,1923,1247,1956]
reg-dot-2 [90,2344,106,2363]
paragraph: ಸಮಾವೇಶದ ಯಶಸ್ಸಿಗೆ ಎಲ್ಲಾ ಕಾರ್ಯಕರ್ತರು ಶ್ರಮಿಸಬೇಕು ಎಂದು ಮನವಿ ಮಾಡಿದರು. [1081,1125,1297,1152]
paragraph: ಗಾಯಗೊಂಡವರು ಶೀಘ್ರ ಚೇತರಿಕೆಯಾಗಲಿ ಎಂದು ಮುಖ್ಯಮಂತ್ರಿ ಹಾರೈಸಿದ್ದಾರೆ. [533,1675,689,1702]
paragraph: ಸೇತುವೆ ಕುಸಿತಕ್ಕೆ ಕಾರಣ ಏನೆಂಬುದು ಇನ್ನೂ ತಿಳಿದುಬಂದಿಲ್ಲ. ತನಿಖೆಗೆ ಆದೇಶ ನೀಡಲಾಗಿದೆ. [35,1601,246,1628]
reg-dot-1 [1388,2344,1404,2363]
bridge-collapse-photo [256,1485,689,1666]
page-number-badge [35,36,129,92]
bandh-headline: ಪ್ರತಿಭಟನೆಗೆ ಮೀಸಲಾದ ಭಾರತ್ ಬಂದ್ [757,1436,1058,1463]
nasir-article [701,1884,1533,2364]
masthead [35,29,1533,92]
paddy-col1 [452,270,643,630]
devegowda-article [35,919,833,1429]
congress-subheadline: ಮೈಸೂರು ನಗರಕ್ಕೆ ನೀಡಿರುವ ಕೊಡುಗೆಗಳ ಘೋಷಣೆ, ಹೊಸ ಯೋಜನೆಗಳಿಗೆ ಶಂಕುಸ್ಥಾಪನೆ [924,965,1454,987]
paragraph: ಮುಂದಿನ ಚುನಾವಣೆಯಲ್ಲಿ ಸ್ಪರ್ಧೆ ಬಗ್ಗೆ ಈಗಲೇ ಹೇಳಲು ಸಾಧ್ಯವಿಲ್ಲ. ಸಮಯ ಬಂದಾಗ ನಿರ್ಧಾರ ಪ್ರಕಟಿಸುತ್ತೇನೆ ಎಂದರು. [631,1049,820,1092]
donation-photo-caption: ಶ್ರೀರಂಗಪಟ್ಟಣದ ಚಂದ್ರವನ ಆಶ್ರಮದ ದಾಸೋಹಕ್ಕೆ ಜೀವಧಾರ ರಕ್ತ ನಿಧಿ ವತಿಯಿಂದ ಒಂದು ಲಕ್ಷ ರೂಪಾಯಿ ದೇಣಿಗೆಯ ಚೆಕ್‌ಅನ್ನು ಕೇಂದ್ರದ ಮುಖ್ಯಸ್ಥರು ಹಸ್ತಾಂತರಿಸಿದರು. [47,395,416,424]
second-band [35,919,1533,1429]
congress-box [845,919,1533,1175]
paragraph: 2023 ರಲ್ಲಿ ಯೆಮನ್ ಸುಪ್ರೀಂ ಕೋರ್ಟ್ ಸಹ ಮೇಲ್ಮನವಿಯನ್ನು ತಿರಸ್ಕರಿಸಿತ್ತು. ಭಾರತ ಸರ್ಕಾರ ಸಾಧ್ಯವಿರುವ ಎಲ್ಲಾ ನೆರವು ನೀಡುತ್ತಿದೆ. [1335,1650,1533,1693]
reg-dot-3 [1443,2344,1459,2363]
paragraph: ಕೇಂದ್ರದ ಅಧ್ಯಕ್ಷರು ಮಾತನಾಡಿ, ರಕ್ತ ನಿಧಿ ಕೇಂದ್ರವು ಕಳೆದ ಹಲವು ವರ್ಷಗಳಿಂದ ಸಮಾಜ ಸೇವೆಯಲ್ಲಿ ತೊಡಗಿಸಿಕೊಂಡಿದ್ದು, ರಕ್ತದಾನ ಶಿಬಿರಗಳನ್ನು ನಿರಂತರವಾಗಿ ಆಯೋಜಿಸುತ್ತಾ ಬಂದಿದೆ ಎಂದು ವಿವರಿಸಿದರು. [169,434,294,538]
nasir-rule [711,1965,1533,1966]
paragraph: ಅಂಗಡಿ ಮುಂಗಟ್ಟುಗಳು ಎಂದಿನಂತೆ ತೆರೆದಿದ್ದವು. ಯಾವುದೇ ಅಹಿತಕರ ಘಟನೆ ವರದಿಯಾಗಿಲ್ಲ ಎಂದು ಪೊಲೀಸರು ತಿಳಿಸಿದ್ದಾರೆ. [913,1618,1104,1661]
paragraph: ಎಚ್.ಡಿ.ದೇವೇಗೌಡರ ಜೊತೆ ಓಡಾಡಿ ಪಕ್ಷ ಕಟ್ಟಲು ಶ್ರಮಿಸಿದ್ದೇನೆ. ಆ ಸಂದರ್ಭದಲ್ಲಿ ಈಗ ಮಾತನಾಡುತ್ತಿರುವವರು ಎಲ್ಲಿದ್ದರು ಎಂಬುದನ್ನು ಅವರೇ ಹೇಳಬೇಕು ಎಂದು ಪ್ರಶ್ನಿಸಿದರು. [233,1084,423,1142]
bandh-top-row [711,1480,1104,1610]
yemen-nurse-article [1116,1434,1533,1878]
dropcap-letter: ಜ [1235,329,1269,364]
nasir-bullets-row [711,1922,1533,1958]
paragraph: ಬಲಾಢ್ಯ ಉಗ್ರ ಜಾಲವೊಂದು ರಾಜ್ಯದಲ್ಲಿ ಸಕ್ರಿಯವಾಗಿತ್ತು ಎಂಬ ಅಂಶವೂ ಬೆಳಕಿಗೆ ಬಂದಿದೆ. ಭದ್ರತಾ ಸಂಸ್ಥೆಗಳು ಕಟ್ಟೆಚ್ಚರ ವಹಿಸಿವೆ. [1265,2044,1533,2072]
top-band [35,107,1533,900]
paragraph: ಇದೇ ವೇಳೆ ಹೊಸ ಯೋಜನೆಗಳಿಗೆ ಶಂಕುಸ್ಥಾಪನೆಯನ್ನೂ ನೆರವೇರಿಸಲಾಗುವುದು. ಗ್ಯಾರಂಟಿ ಯೋಜನೆಗಳ ಫಲಾನುಭವಿಗಳು ಹೆಚ್ಚಿನ ಸಂಖ್ಯೆಯಲ್ಲಿ ಭಾಗವಹಿಸಲಿದ್ದಾರೆ ಎಂದು ಮಾಹಿತಿ ನೀಡಿದರು. [857,1005,1297,1163]
vadodara-col1 [35,1485,246,1666]
bandh-protest-photo [857,1480,1104,1610]
reg-group-center [698,2344,797,2363]
paragraph: ಇದೇ ವೇಳೆ ರಕ್ತದಾನದ ಮಹತ್ವದ ಬಗ್ಗೆ ಜಾಗೃತಿ ಮೂಡಿಸುವ ಕಾರ್ಯಕ್ರಮವೂ ನಡೆಯಿತು. ಯುವಜನರು ಹೆಚ್ಚಿನ ಸಂಖ್ಯೆಯಲ್ಲಿ ರಕ್ತದಾನಕ್ಕೆ ಮುಂದಾಗಬೇಕು ಎಂದು ಕರೆ ನೀಡಲಾಯಿತು. [303,469,428,557]
paragraph: ಸರ್ಕಾರ ರಚನೆಯ ವಿಚಾರದಲ್ಲಿ ನಾನು ಯಾವುದೇ ಹೇಳಿಕೆ ನೀಡುವುದಿಲ್ಲ. ಅದು ಪಕ್ಷದ ವರಿಷ್ಠರಿಗೆ ಬಿಟ್ಟ ವಿಚಾರ ಎಂದರು. [433,1149,622,1191]
bharat-bandh-article [701,1434,1116,1878]
elephant-headline: ಏಷ್ಯಾದ ಅತ್ಯಂತ ಹಿರಿಯ ಆನೆ 'ವತ್ಸಲಾ' ಇನ್ನಿಲ್ಲ [187,1885,537,1912]
paragraph: ಈ ಹಿಂದೆ 20 ವರ್ಷಗಳಿಂದಲೂ ಪಕ್ಷದ ಬೆಳವಣಿಗೆಗೆ ದುಡಿದಿದ್ದೇನೆ. ಈಗ ಯಾರೋ ಬಂದು ನನಗೆ ಪಾಠ ಹೇಳುವುದು ಬೇಡ ಎಂದು ಖಾರವಾಗಿ ಪ್ರತಿಕ್ರಿಯಿಸಿದರು. [433,1099,622,1142]
paragraph: ಸಮಾವೇಶದಲ್ಲಿ ಮುಖ್ಯಮಂತ್ರಿ ಸಿದ್ದರಾಮಯ್ಯ ಹಾಗೂ ಉಪಮುಖ್ಯಮಂತ್ರಿ ಡಿ.ಕೆ.ಶಿವಕುಮಾರ್ ಭಾಗವಹಿಸಲಿದ್ದಾರೆ. ಮೈಸೂರು ನಗರಕ್ಕೆ ಸರ್ಕಾರ ನೀಡಿರುವ ಹಲವಾರು ಯೋಜನೆಗಳನ್ನು ಲೋಕಾರ್ಪಣೆ ಮಾಡಲಾಗುವುದು. [857,1071,1072,1128]
publication-date: ಗುರುವಾರ 10 ಜುಲೈ 2025 [1331,54,1533,78]
paragraph: ನಿಮಿಷಾ ಪ್ರಿಯಾ ಕೇರಳದ ಪಾಲಕ್ಕಾಡ್ ಜಿಲ್ಲೆಯವರಾಗಿದ್ದು, 2008 ರಲ್ಲಿ ಉದ್ಯೋಗಕ್ಕಾಗಿ ಯೆಮನ್‌ಗೆ ತೆರಳಿದ್ದರು. [1335,1512,1533,1539]
